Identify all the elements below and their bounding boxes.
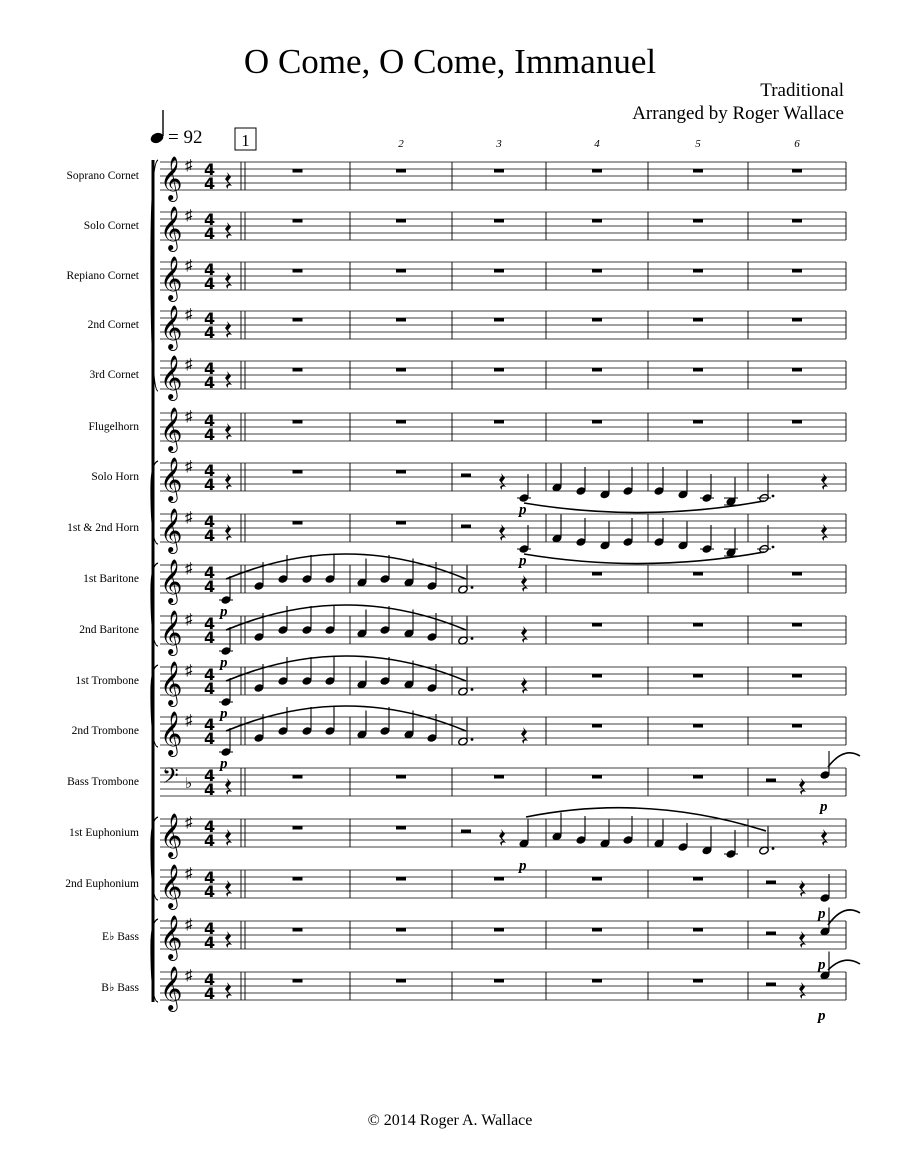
instrument-label-1st-2nd-horn: 1st & 2nd Horn [67,522,139,534]
dynamic-marking: p [519,553,527,569]
whole-rest [592,572,602,576]
half-rest [766,881,776,885]
key-signature-sharp: ♯ [185,510,193,526]
instrument-label-2nd-cornet: 2nd Cornet [87,319,139,331]
whole-rest [396,368,406,372]
whole-rest [792,269,802,273]
time-signature-top: 4 [204,868,216,887]
whole-rest [494,775,504,779]
instrument-label-bass-trombone: Bass Trombone [67,776,139,788]
time-signature-bottom: 4 [204,425,216,444]
time-signature-top: 4 [204,715,216,734]
whole-rest [396,269,406,273]
dynamic-marking: p [818,1008,826,1024]
slur [226,554,466,579]
whole-rest [396,219,406,223]
whole-rest [494,169,504,173]
tempo-marking [149,110,202,148]
time-signature-top: 4 [204,817,216,836]
treble-clef: 𝄞 [160,256,183,300]
instrument-label-3rd-cornet: 3rd Cornet [89,369,139,381]
bar-number: 3 [496,138,502,150]
quarter-rest [521,727,528,744]
bar-numbers [398,138,800,150]
whole-rest [592,318,602,322]
whole-rest [293,420,303,424]
whole-rest [396,979,406,983]
quarter-rest [225,222,232,239]
whole-rest [592,219,602,223]
whole-rest [494,420,504,424]
quarter-rest [225,778,232,795]
quarter-rest [799,778,806,795]
whole-rest [494,979,504,983]
whole-rest [396,420,406,424]
quarter-rest [521,626,528,643]
instrument-label-1st-euphonium: 1st Euphonium [69,827,139,839]
dynamic-marking: p [220,655,228,671]
treble-clef: 𝄞 [160,661,183,705]
whole-rest [293,470,303,474]
key-signature-sharp: ♯ [185,968,193,984]
time-signature-top: 4 [204,359,216,378]
staff [160,764,846,799]
time-signature-bottom: 4 [204,729,216,748]
instrument-label-2nd-trombone: 2nd Trombone [71,725,139,737]
quarter-rest [225,931,232,948]
rehearsal-mark-text: 1 [241,131,250,150]
bar-number: 5 [695,138,701,150]
time-signature-bottom: 4 [204,984,216,1003]
staff [160,256,846,302]
quarter-rest [225,371,232,388]
half-rest [461,474,471,478]
whole-rest [494,318,504,322]
whole-rest [693,674,703,678]
quarter-rest [521,677,528,694]
note-dot [471,688,474,691]
whole-rest [792,572,802,576]
time-signature-top: 4 [204,260,216,279]
whole-rest [293,269,303,273]
whole-rest [792,420,802,424]
instrument-label-flugelhorn: Flugelhorn [88,421,139,433]
time-signature-top: 4 [204,160,216,179]
quarter-rest [225,172,232,189]
whole-rest [693,420,703,424]
quarter-rest [225,880,232,897]
whole-rest [792,219,802,223]
slur [828,910,860,925]
time-signature-top: 4 [204,309,216,328]
staff [160,305,846,351]
whole-rest [293,368,303,372]
whole-rest [592,724,602,728]
treble-clef: 𝄞 [160,206,183,250]
dynamic-marking: p [519,858,527,874]
whole-rest [293,318,303,322]
half-rest [766,779,776,783]
treble-clef: 𝄞 [160,355,183,399]
whole-rest [293,521,303,525]
time-signature-top: 4 [204,970,216,989]
key-signature-sharp: ♯ [185,866,193,882]
whole-rest [396,877,406,881]
whole-rest [693,169,703,173]
time-signature-bottom: 4 [204,174,216,193]
whole-rest [293,979,303,983]
dynamic-marking: p [820,799,828,815]
half-rest [766,932,776,936]
whole-rest [693,219,703,223]
treble-clef: 𝄞 [160,508,183,552]
whole-rest [592,420,602,424]
whole-rest [293,826,303,830]
key-signature-sharp: ♯ [185,561,193,577]
instrument-label-1st-baritone: 1st Baritone [83,573,139,585]
slur [226,656,466,681]
staff [160,355,846,401]
rehearsal-mark [235,128,256,150]
treble-clef: 𝄞 [160,610,183,654]
whole-rest [293,169,303,173]
instrument-label-solo-cornet: Solo Cornet [83,220,139,232]
whole-rest [396,826,406,830]
whole-rest [592,775,602,779]
time-signature-bottom: 4 [204,475,216,494]
treble-clef: 𝄞 [160,559,183,603]
time-signature-bottom: 4 [204,526,216,545]
key-signature-flat: ♭ [185,776,193,792]
quarter-rest [499,829,506,846]
time-signature-top: 4 [204,210,216,229]
whole-rest [792,368,802,372]
whole-rest [792,623,802,627]
time-signature-top: 4 [204,614,216,633]
whole-rest [792,169,802,173]
instrument-label-b-bass: B♭ Bass [101,982,139,994]
whole-rest [792,318,802,322]
bass-clef: 𝄢 [162,764,179,794]
whole-rest [693,928,703,932]
whole-rest [293,877,303,881]
treble-clef: 𝄞 [160,711,183,755]
time-signature-bottom: 4 [204,224,216,243]
half-rest [461,830,471,834]
key-signature-sharp: ♯ [185,158,193,174]
dynamic-marking: p [220,706,228,722]
note-dot [471,586,474,589]
quarter-rest [499,524,506,541]
whole-rest [396,521,406,525]
time-signature-top: 4 [204,665,216,684]
time-signature-bottom: 4 [204,323,216,342]
treble-clef: 𝄞 [160,864,183,908]
key-signature-sharp: ♯ [185,713,193,729]
staff [160,966,846,1012]
dynamic-marking: p [220,756,228,772]
key-signature-sharp: ♯ [185,917,193,933]
dynamic-marking: p [818,906,826,922]
instrument-label-e-bass: E♭ Bass [101,931,139,943]
time-signature-bottom: 4 [204,679,216,698]
half-rest [461,525,471,529]
time-signature-bottom: 4 [204,274,216,293]
treble-clef: 𝄞 [160,813,183,857]
bar-number: 4 [594,138,600,150]
dynamic-marking: p [818,957,826,973]
instrument-label-1st-trombone: 1st Trombone [75,675,139,687]
whole-rest [592,368,602,372]
treble-clef: 𝄞 [160,915,183,959]
time-signature-bottom: 4 [204,577,216,596]
quarter-rest [225,272,232,289]
instrument-label-solo-horn: Solo Horn [91,471,139,483]
whole-rest [293,928,303,932]
quarter-rest [821,829,828,846]
key-signature-sharp: ♯ [185,307,193,323]
whole-rest [592,169,602,173]
time-signature-bottom: 4 [204,373,216,392]
half-rest [766,983,776,987]
slur [828,753,860,767]
whole-rest [592,269,602,273]
time-signature-bottom: 4 [204,933,216,952]
instrument-label-soprano-cornet: Soprano Cornet [66,170,139,182]
whole-rest [293,219,303,223]
staff [160,864,846,910]
time-signature-top: 4 [204,461,216,480]
whole-rest [693,877,703,881]
time-signature-top: 4 [204,766,216,785]
treble-clef: 𝄞 [160,305,183,349]
whole-rest [494,368,504,372]
whole-rest [494,269,504,273]
whole-rest [693,269,703,273]
quarter-rest [225,829,232,846]
whole-rest [792,674,802,678]
instrument-label-2nd-euphonium: 2nd Euphonium [65,878,139,890]
staff [160,156,846,202]
time-signature-top: 4 [204,919,216,938]
tempo-text: = 92 [168,127,203,148]
dynamic-marking: p [220,604,228,620]
quarter-rest [225,524,232,541]
whole-rest [592,674,602,678]
quarter-rest [799,982,806,999]
note-dot [772,847,775,850]
treble-clef: 𝄞 [160,457,183,501]
time-signature-bottom: 4 [204,831,216,850]
arranger-credit: Arranged by Roger Wallace [632,103,844,124]
whole-rest [494,928,504,932]
slur [828,960,860,970]
whole-rest [693,979,703,983]
whole-rest [494,877,504,881]
note-dot [772,495,775,498]
staves [151,156,846,1012]
whole-rest [592,979,602,983]
staff [160,915,846,961]
music-notation [218,169,860,1024]
whole-rest [693,724,703,728]
whole-rest [396,928,406,932]
key-signature-sharp: ♯ [185,815,193,831]
key-signature-sharp: ♯ [185,357,193,373]
key-signature-sharp: ♯ [185,459,193,475]
slur [226,605,466,630]
quarter-rest [225,982,232,999]
quarter-rest [225,473,232,490]
instrument-label-repiano-cornet: Repiano Cornet [66,270,139,282]
key-signature-sharp: ♯ [185,409,193,425]
time-signature-bottom: 4 [204,780,216,799]
whole-rest [592,623,602,627]
quarter-rest [521,575,528,592]
whole-rest [592,877,602,881]
score-title: O Come, O Come, Immanuel [243,42,657,81]
bar-number: 6 [794,138,800,150]
whole-rest [592,928,602,932]
whole-rest [792,724,802,728]
time-signature-bottom: 4 [204,882,216,901]
whole-rest [396,775,406,779]
quarter-rest [225,321,232,338]
note-dot [471,637,474,640]
bar-number: 2 [398,138,404,150]
copyright-notice: © 2014 Roger A. Wallace [367,1112,533,1129]
note-dot [471,738,474,741]
staff [160,407,846,453]
quarter-rest [799,880,806,897]
key-signature-sharp: ♯ [185,258,193,274]
time-signature-top: 4 [204,411,216,430]
key-signature-sharp: ♯ [185,612,193,628]
quarter-rest [799,931,806,948]
whole-rest [693,623,703,627]
quarter-rest [225,423,232,440]
whole-rest [693,572,703,576]
treble-clef: 𝄞 [160,156,183,200]
staff [160,206,846,252]
whole-rest [396,470,406,474]
key-signature-sharp: ♯ [185,208,193,224]
treble-clef: 𝄞 [160,407,183,451]
treble-clef: 𝄞 [160,966,183,1010]
dynamic-marking: p [519,502,527,518]
whole-rest [693,368,703,372]
whole-rest [693,318,703,322]
note-dot [772,546,775,549]
whole-rest [396,169,406,173]
key-signature-sharp: ♯ [185,663,193,679]
time-signature-top: 4 [204,563,216,582]
quarter-rest [821,473,828,490]
time-signature-top: 4 [204,512,216,531]
whole-rest [693,775,703,779]
slur [226,706,466,731]
whole-rest [293,775,303,779]
quarter-rest [499,473,506,490]
whole-rest [494,219,504,223]
time-signature-bottom: 4 [204,628,216,647]
quarter-rest [821,524,828,541]
instrument-label-2nd-baritone: 2nd Baritone [79,624,139,636]
composer-credit: Traditional [760,80,844,101]
whole-rest [396,318,406,322]
